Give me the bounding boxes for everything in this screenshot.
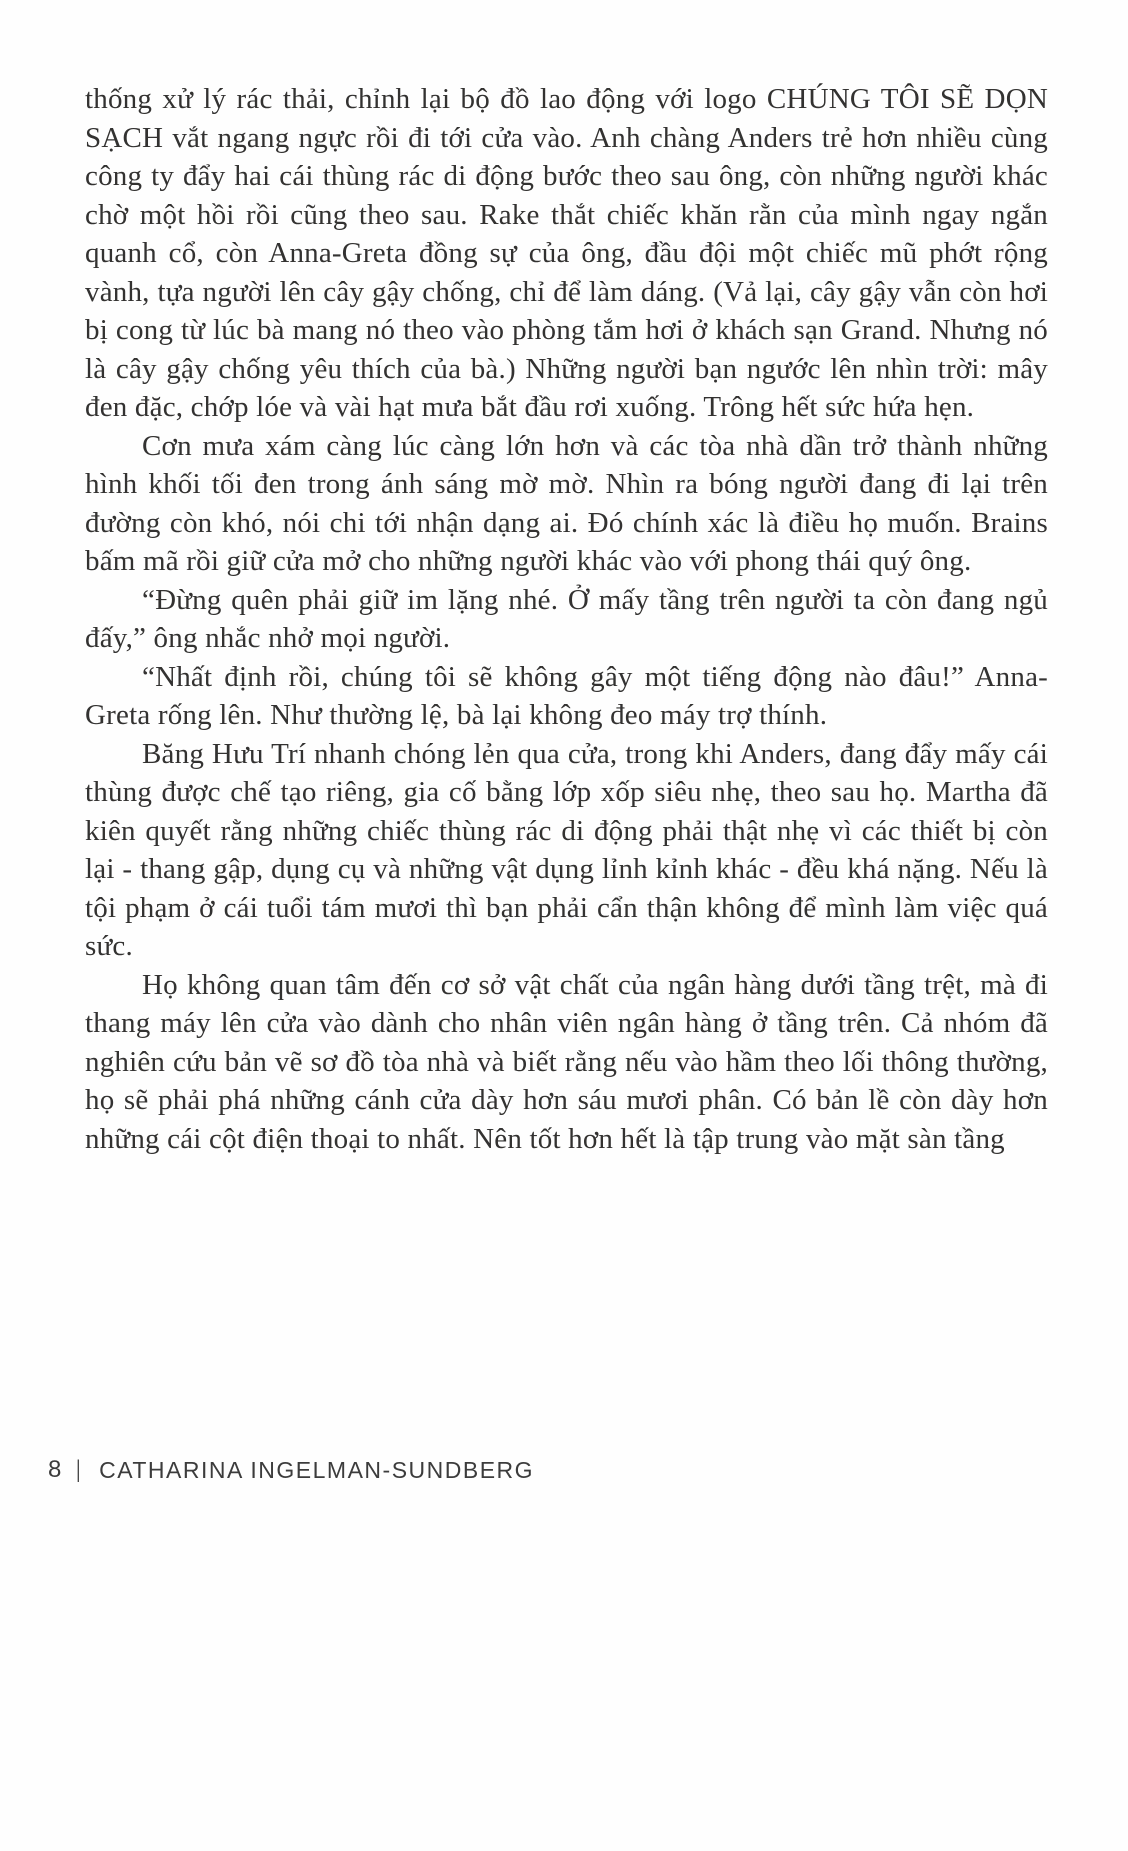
running-author: CATHARINA INGELMAN-SUNDBERG (99, 1456, 535, 1483)
body-text (85, 80, 1048, 1158)
page-footer (48, 1456, 534, 1484)
paragraph: Băng Hưu Trí nhanh chóng lẻn qua cửa, trong khi Anders, đang đẩy mấy cái thùng được chế tạo riêng, gia cố bằng lớp xốp siêu nhẹ, theo sau họ. Martha đã kiên quyết rằng những chiếc thùng rác di động phải thật nhẹ vì các thiết bị còn lại - thang gập, dụng cụ và những vật dụng lỉnh kỉnh khác - đều khá nặng. Nếu là tội phạm ở cái tuổi tám mươi thì bạn phải cẩn thận không để mình làm việc quá sức. (85, 737, 1048, 962)
paragraph: Họ không quan tâm đến cơ sở vật chất của ngân hàng dưới tầng trệt, mà đi thang máy lên cửa vào dành cho nhân viên ngân hàng ở tầng trên. Cả nhóm đã nghiên cứu bản vẽ sơ đồ tòa nhà và biết rằng nếu vào hầm theo lối thông thường, họ sẽ phải phá những cánh cửa dày hơn sáu mươi phân. Có bản lề còn dày hơn những cái cột điện thoại to nhất. Nên tốt hơn hết là tập trung vào mặt sàn tầng (85, 968, 1048, 1155)
paragraph: thống xử lý rác thải, chỉnh lại bộ đồ lao động với logo CHÚNG TÔI SẼ DỌN SẠCH vắt ngang ngực rồi đi tới cửa vào. Anh chàng Anders trẻ hơn nhiều cùng công ty đẩy hai cái thùng rác di động bước theo sau ông, còn những người khác chờ một hồi rồi cũng theo sau. Rake thắt chiếc khăn rằn của mình ngay ngắn quanh cổ, còn Anna-Greta đồng sự của ông, đầu đội một chiếc mũ phớt rộng vành, tựa người lên cây gậy chống, chỉ để làm dáng. (Vả lại, cây gậy vẫn còn hơi bị cong từ lúc bà mang nó theo vào phòng tắm hơi ở khách sạn Grand. Nhưng nó là cây gậy chống yêu thích của bà.) Những người bạn ngước lên nhìn trời: mây đen đặc, chớp lóe và vài hạt mưa bắt đầu rơi xuống. Trông hết sức hứa hẹn. (85, 83, 1048, 423)
page-number: 8 (48, 1456, 62, 1483)
footer-divider: | (76, 1456, 82, 1483)
paragraph: “Đừng quên phải giữ im lặng nhé. Ở mấy tầng trên người ta còn đang ngủ đấy,” ông nhắc nhở mọi người. (85, 583, 1048, 654)
paragraph: Cơn mưa xám càng lúc càng lớn hơn và các tòa nhà dần trở thành những hình khối tối đen trong ánh sáng mờ mờ. Nhìn ra bóng người đang đi lại trên đường còn khó, nói chi tới nhận dạng ai. Đó chính xác là điều họ muốn. Brains bấm mã rồi giữ cửa mở cho những người khác vào với phong thái quý ông. (85, 429, 1048, 577)
paragraph: “Nhất định rồi, chúng tôi sẽ không gây một tiếng động nào đâu!” Anna-Greta rống lên. Như thường lệ, bà lại không đeo máy trợ thính. (85, 660, 1048, 731)
